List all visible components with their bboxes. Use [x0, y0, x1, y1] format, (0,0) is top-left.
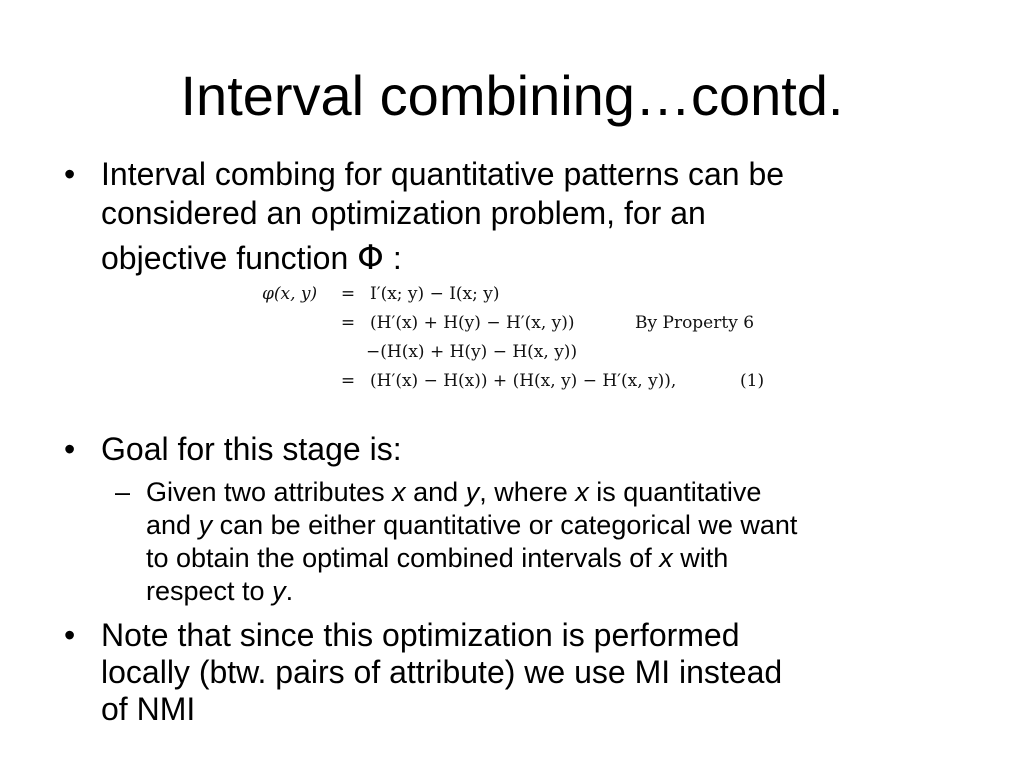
- sub-bullet-line: [146, 542, 797, 575]
- text-run: Given two attributes: [146, 477, 393, 507]
- var-x: x: [659, 543, 673, 573]
- bullet-line: considered an optimization problem, for an: [101, 195, 706, 231]
- var-y: y: [272, 576, 286, 606]
- text-run: can be either quantitative or categorical we want: [212, 510, 798, 540]
- bullet-text: [101, 155, 784, 278]
- equation-lhs: φ(x, y): [262, 284, 318, 304]
- phi-symbol: Φ: [357, 238, 384, 278]
- var-y: y: [198, 510, 213, 540]
- equation-rhs: I′(x; y) − I(x; y): [370, 284, 500, 304]
- text-run: respect to: [146, 576, 273, 606]
- bullet-text: Goal for this stage is:: [101, 431, 402, 467]
- equation-rhs: (H′(x) + H(y) − H′(x, y)): [370, 313, 575, 333]
- equation-rhs: −(H(x) + H(y) − H(x, y)): [366, 342, 578, 362]
- equation-row: [262, 309, 782, 337]
- bullet-line: locally (btw. pairs of attribute) we use MI instead: [101, 654, 783, 690]
- equation-rhs: (H′(x) − H(x)) + (H(x, y) − H′(x, y)),: [370, 371, 677, 391]
- bullet-text: [101, 616, 782, 727]
- text-run: to obtain the optimal combined intervals of: [146, 543, 660, 573]
- sub-bullet-line: [146, 575, 797, 608]
- equation-number: (1): [740, 371, 765, 391]
- equation-note: By Property 6: [635, 313, 755, 333]
- text-run: , where: [479, 477, 576, 507]
- bullet-dot: •: [64, 431, 76, 467]
- bullet-line: Note that since this optimization is performed: [101, 617, 740, 653]
- sub-bullet-line: [146, 476, 797, 509]
- bullet-line: of NMI: [101, 691, 196, 727]
- var-x: x: [392, 477, 406, 507]
- bullet-line: [101, 239, 784, 278]
- text-run: and: [405, 477, 466, 507]
- var-x: x: [575, 477, 589, 507]
- equation-relation: =: [340, 371, 356, 391]
- equation-relation: =: [340, 284, 356, 304]
- equation-row: [262, 338, 782, 366]
- equation-row: [262, 367, 782, 395]
- bullet-line-text: objective function: [101, 240, 358, 276]
- var-y: y: [465, 477, 480, 507]
- equation-block: [262, 280, 782, 396]
- slide-title: Interval combining…contd.: [180, 64, 844, 127]
- equation-relation: =: [340, 313, 356, 333]
- sub-bullet-text: [146, 476, 797, 608]
- equation-row: [262, 280, 782, 308]
- text-run: is quantitative: [588, 477, 762, 507]
- bullet-dot: •: [64, 617, 76, 653]
- sub-bullet-dash: –: [115, 477, 131, 507]
- bullet-line: Interval combing for quantitative patterns can be: [101, 156, 785, 192]
- bullet-dot: •: [64, 156, 76, 192]
- bullet-line-end: :: [383, 240, 402, 276]
- sub-bullet-line: [146, 509, 797, 542]
- text-run: .: [285, 576, 294, 606]
- text-run: with: [672, 543, 729, 573]
- text-run: and: [146, 510, 199, 540]
